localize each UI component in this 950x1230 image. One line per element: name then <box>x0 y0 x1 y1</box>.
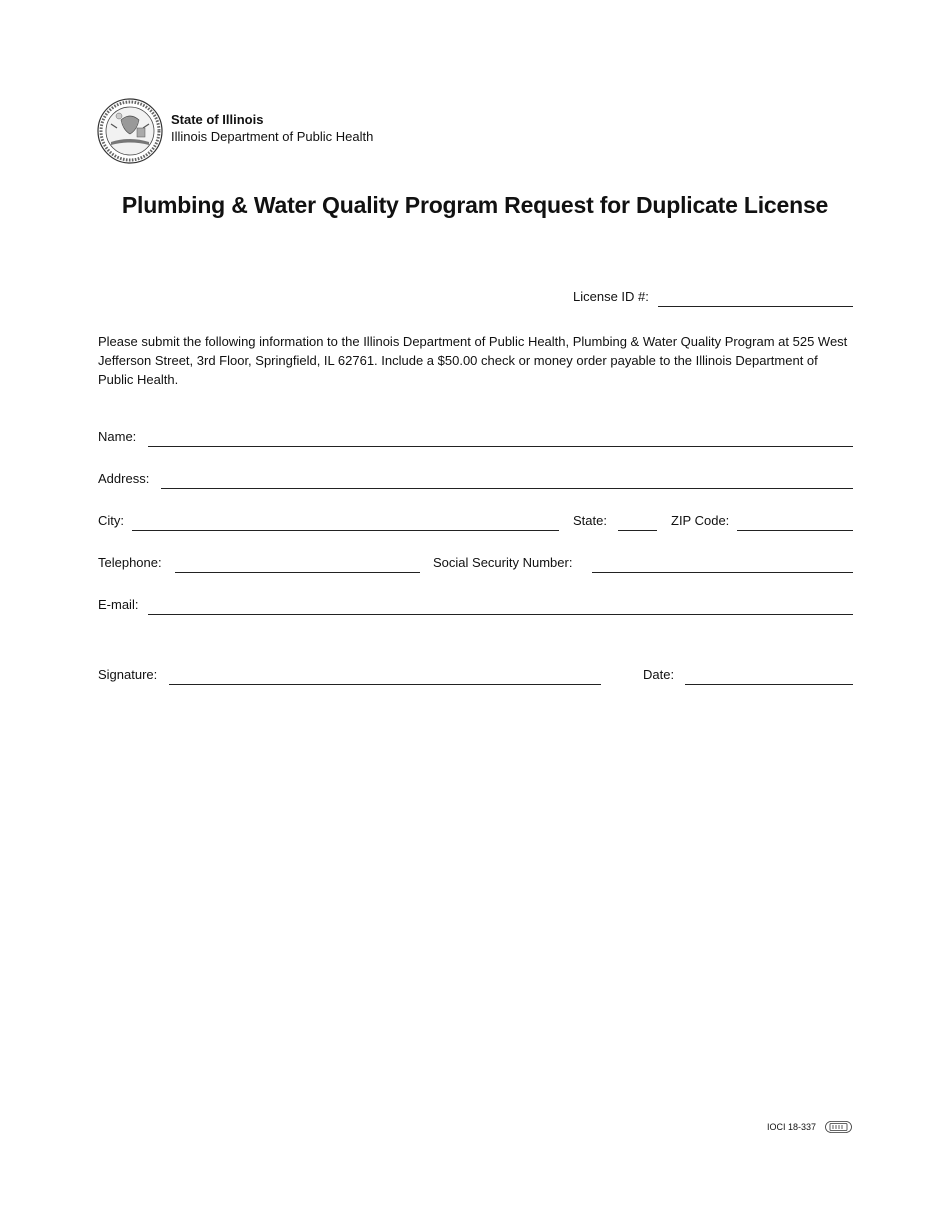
name-label: Name: <box>98 429 137 444</box>
ssn-label: Social Security Number: <box>433 555 573 570</box>
instructions-paragraph: Please submit the following information to the Illinois Department of Public Health, Plumbing & Water Quality Program at 525 West Jefferson Street, 3rd Floor, Springfield, IL 62761. Include a $50.00 check or money order payable to the Illinois Department of Public Health. <box>98 334 848 387</box>
agency-state: State of Illinois <box>171 112 264 127</box>
address-field[interactable] <box>161 488 853 489</box>
city-field[interactable] <box>132 530 559 531</box>
license-id-label: License ID #: <box>573 289 649 304</box>
address-label: Address: <box>98 471 150 486</box>
city-label: City: <box>98 513 124 528</box>
date-field[interactable] <box>685 684 853 685</box>
zip-label: ZIP Code: <box>671 513 730 528</box>
state-field[interactable] <box>618 530 657 531</box>
state-seal-logo <box>97 98 163 164</box>
form-code: IOCI 18-337 <box>767 1122 817 1132</box>
email-field[interactable] <box>148 614 853 615</box>
date-label: Date: <box>643 667 675 682</box>
agency-block <box>171 111 373 145</box>
telephone-label: Telephone: <box>98 555 162 570</box>
name-field[interactable] <box>148 446 853 447</box>
telephone-field[interactable] <box>175 572 420 573</box>
ssn-field[interactable] <box>592 572 853 573</box>
form-title: Plumbing & Water Quality Program Request for Duplicate License <box>121 192 829 218</box>
license-id-field[interactable] <box>658 306 853 307</box>
printer-badge-icon <box>825 1121 852 1133</box>
state-label: State: <box>573 513 607 528</box>
zip-field[interactable] <box>737 530 853 531</box>
email-label: E-mail: <box>98 597 139 612</box>
signature-field[interactable] <box>169 684 601 685</box>
agency-department: Illinois Department of Public Health <box>171 129 374 144</box>
signature-label: Signature: <box>98 667 158 682</box>
